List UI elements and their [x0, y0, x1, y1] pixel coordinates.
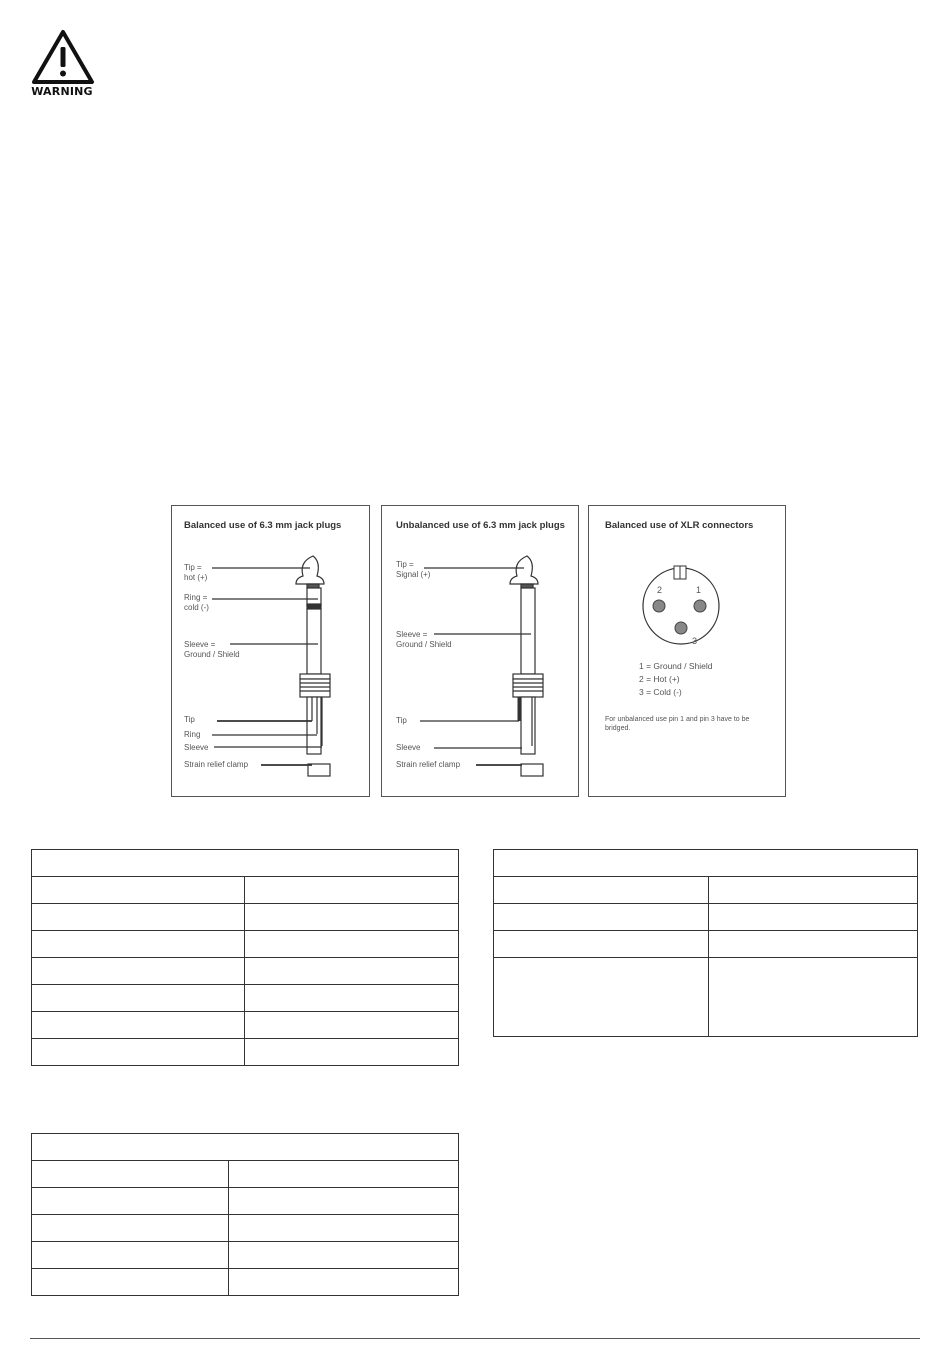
table-cell [229, 1188, 459, 1215]
sleeve-ground-label-line1: Sleeve = [396, 630, 428, 639]
ring-cold-label-line2: cold (-) [184, 603, 209, 612]
table-header-cell [32, 1134, 459, 1161]
footer-divider [30, 1338, 920, 1339]
panel-xlr [588, 505, 786, 797]
table-row [494, 904, 918, 931]
table-cell [32, 1161, 229, 1188]
table-row [32, 931, 459, 958]
warning-triangle-icon [30, 28, 96, 84]
table-cell [32, 985, 245, 1012]
table-row [494, 877, 918, 904]
pin-3-label: 3 [692, 636, 698, 646]
table-header-cell [494, 850, 918, 877]
table-cell [229, 1242, 459, 1269]
spec-table-2 [493, 849, 918, 1037]
panel-title: Balanced use of XLR connectors [605, 520, 754, 531]
table-row [32, 1012, 459, 1039]
table-cell [494, 904, 709, 931]
panel-balanced-jack [171, 505, 370, 797]
table-cell [245, 877, 459, 904]
table-cell [32, 958, 245, 985]
table-cell [245, 958, 459, 985]
table-row [32, 1161, 459, 1188]
table-cell [32, 1188, 229, 1215]
panel-title: Balanced use of 6.3 mm jack plugs [184, 520, 342, 531]
table-header-row [494, 850, 918, 877]
table-cell [494, 877, 709, 904]
xlr-note-line1: For unbalanced use pin 1 and pin 3 have to be [605, 716, 750, 723]
table-row [32, 877, 459, 904]
table-row [32, 1269, 459, 1296]
warning-label: WARNING [31, 85, 93, 98]
sleeve-wire-label: Sleeve [184, 743, 209, 752]
sleeve-wire-label: Sleeve [396, 743, 421, 752]
table-cell [709, 877, 918, 904]
table-cell [245, 985, 459, 1012]
warning-badge [30, 28, 96, 98]
table-header-row [32, 850, 459, 877]
ring-wire-label: Ring [184, 730, 201, 739]
table-header-cell [32, 850, 459, 877]
xlr-legend-2: 2 = Hot (+) [639, 674, 680, 684]
tip-wire-label: Tip [396, 716, 407, 725]
spec-table-3 [31, 1133, 459, 1296]
table-cell [32, 1242, 229, 1269]
table-cell [245, 1039, 459, 1066]
table-cell [229, 1215, 459, 1242]
table-row [494, 958, 918, 1037]
sleeve-ground-label-line2: Ground / Shield [184, 650, 240, 659]
tip-signal-label-line1: Tip = [396, 560, 414, 569]
xlr-legend-3: 3 = Cold (-) [639, 687, 682, 697]
table-cell [32, 931, 245, 958]
table-cell [32, 1039, 245, 1066]
tip-hot-label-line2: hot (+) [184, 573, 208, 582]
table-cell [245, 931, 459, 958]
table-row [494, 931, 918, 958]
tip-wire-label: Tip [184, 715, 195, 724]
strain-relief-label: Strain relief clamp [396, 760, 461, 769]
table-row [32, 958, 459, 985]
sleeve-ground-label-line1: Sleeve = [184, 640, 216, 649]
table-cell [494, 958, 709, 1037]
xlr-connector-diagram [589, 506, 785, 796]
table-cell [709, 931, 918, 958]
table-cell [32, 1012, 245, 1039]
xlr-note-line2: bridged. [605, 725, 631, 732]
table-cell [245, 904, 459, 931]
table-cell [229, 1161, 459, 1188]
table-cell [32, 1215, 229, 1242]
tip-hot-label-line1: Tip = [184, 563, 202, 572]
table-row [32, 904, 459, 931]
strain-relief-label: Strain relief clamp [184, 760, 249, 769]
pin-1-label: 1 [696, 585, 702, 595]
table-row [32, 1188, 459, 1215]
table-cell [709, 904, 918, 931]
panel-title: Unbalanced use of 6.3 mm jack plugs [396, 520, 565, 531]
table-cell [32, 904, 245, 931]
table-cell [229, 1269, 459, 1296]
table-cell [494, 931, 709, 958]
xlr-legend-1: 1 = Ground / Shield [639, 661, 713, 671]
ring-cold-label-line1: Ring = [184, 593, 208, 602]
table-row [32, 1242, 459, 1269]
table-header-row [32, 1134, 459, 1161]
table-row [32, 1039, 459, 1066]
spec-table-1 [31, 849, 459, 1066]
table-cell [32, 877, 245, 904]
table-row [32, 985, 459, 1012]
tip-signal-label-line2: Signal (+) [396, 570, 431, 579]
panel-unbalanced-jack [381, 505, 579, 797]
pin-2-label: 2 [657, 585, 663, 595]
table-cell [709, 958, 918, 1037]
table-row [32, 1215, 459, 1242]
table-cell [245, 1012, 459, 1039]
table-cell [32, 1269, 229, 1296]
sleeve-ground-label-line2: Ground / Shield [396, 640, 452, 649]
